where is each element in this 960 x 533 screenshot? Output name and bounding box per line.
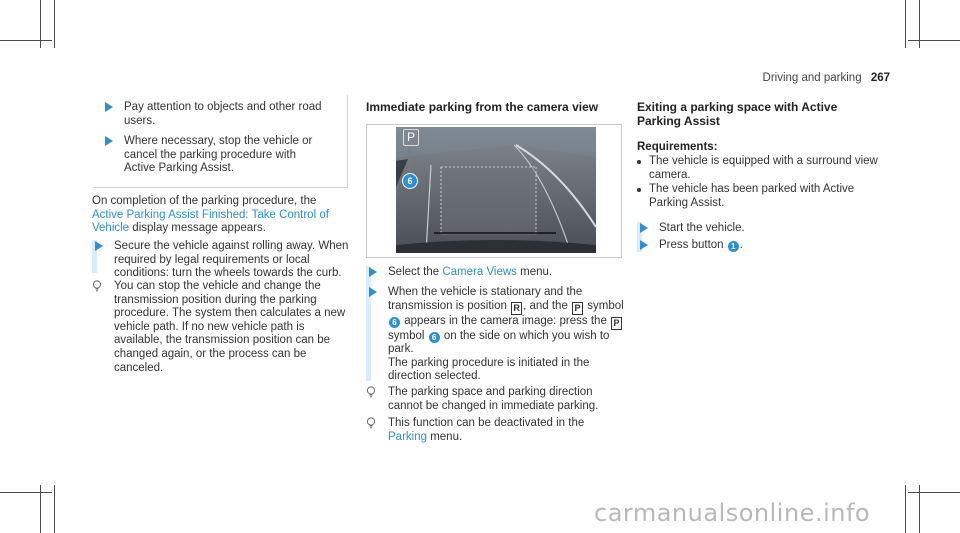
reverse-gear-symbol: R — [511, 302, 522, 315]
step-text: Pay attention to objects and other road users. — [124, 101, 322, 127]
callout-badge: 6 — [389, 317, 400, 328]
step-arrow-icon — [105, 102, 113, 112]
page-header — [763, 72, 890, 86]
requirement-text: The vehicle has been parked with Active Parking Assist. — [649, 183, 855, 209]
step-text: When the vehicle is stationary and the transmission is position — [388, 286, 583, 312]
note-text: You can stop the vehicle and change the transmission position during the parking procedure. The system then calculates a new vehicle path. If no new vehicle path is available, the transmission position can be changed again, or the process can be canceled. — [114, 280, 346, 374]
lightbulb-icon — [366, 417, 376, 429]
parking-menu-link[interactable]: Parking — [388, 430, 427, 443]
step-text: The parking procedure is initiated in the direction selected. — [388, 356, 590, 383]
callout-badge: 6 — [402, 173, 418, 189]
info-note — [366, 386, 626, 413]
step-arrow-icon — [369, 267, 377, 277]
step-press — [637, 239, 879, 253]
watermark: carmanualsonline.info — [594, 499, 871, 527]
para-text: On completion of the parking procedure, the — [92, 195, 317, 207]
completion-paragraph — [92, 195, 347, 236]
note-text: menu. — [430, 430, 463, 443]
parking-symbol-icon: P — [611, 317, 622, 330]
parking-p-symbol[interactable]: P — [403, 129, 419, 146]
step — [102, 135, 329, 176]
section-heading: Exiting a parking space with Active Parking Assist — [637, 100, 838, 128]
step-stationary — [366, 286, 626, 384]
section-title: Driving and parking — [762, 72, 862, 84]
section-heading: Immediate parking from the camera view — [366, 100, 599, 114]
step-text: appears in the camera image: press the — [404, 314, 607, 327]
parking-symbol-icon: P — [572, 302, 583, 315]
lightbulb-icon — [366, 386, 376, 398]
step-arrow-icon — [640, 223, 648, 233]
requirements-label: Requirements: — [637, 141, 718, 153]
display-message-link[interactable]: Active Parking Assist Finished: Take Control of Vehicle — [92, 208, 329, 235]
step — [102, 101, 329, 128]
bullet — [637, 160, 641, 164]
warning-box — [93, 95, 348, 188]
step-arrow-icon — [95, 241, 103, 251]
step-arrow-icon — [369, 287, 377, 297]
requirement-text: The vehicle is equipped with a surround view camera. — [649, 155, 878, 181]
camera-views-link[interactable]: Camera Views — [442, 266, 517, 278]
step-text: Start the vehicle. — [659, 222, 745, 234]
bullet — [637, 188, 641, 192]
step-secure — [92, 240, 352, 281]
step-arrow-icon — [105, 136, 113, 146]
callout-line — [409, 147, 410, 175]
requirement-item — [637, 155, 889, 182]
step-text: . — [739, 239, 743, 251]
camera-view-image — [396, 127, 596, 253]
step-start — [637, 222, 879, 236]
info-note — [366, 417, 626, 444]
note-text: This function can be deactivated in the — [388, 417, 585, 429]
step-text: Select the — [388, 266, 440, 278]
camera-image-frame — [366, 124, 622, 258]
step-text: symbol — [388, 329, 425, 342]
step-text: , and the — [523, 299, 568, 312]
step-text: Where necessary, stop the vehicle or cancel the parking procedure with Active Parking Assist. — [124, 135, 313, 175]
step-select — [366, 266, 626, 280]
step-text: symbol — [587, 299, 624, 312]
requirement-item — [637, 183, 889, 210]
step-arrow-icon — [640, 240, 648, 250]
step-text: menu. — [520, 266, 553, 278]
note-text: The parking space and parking direction cannot be changed in immediate parking. — [388, 386, 599, 412]
info-note — [92, 280, 352, 375]
para-text: display message appears. — [132, 222, 266, 235]
step-text: Secure the vehicle against rolling away. When required by legal requirements or local conditions: turn the wheels towards the curb. — [114, 240, 349, 280]
callout-badge: 1 — [728, 241, 739, 252]
step-text: Press button — [659, 239, 724, 251]
lightbulb-icon — [92, 280, 102, 292]
step-text: on the side on which you wish to park. — [388, 329, 610, 356]
page-number: 267 — [870, 72, 890, 84]
callout-badge: 6 — [429, 332, 440, 343]
